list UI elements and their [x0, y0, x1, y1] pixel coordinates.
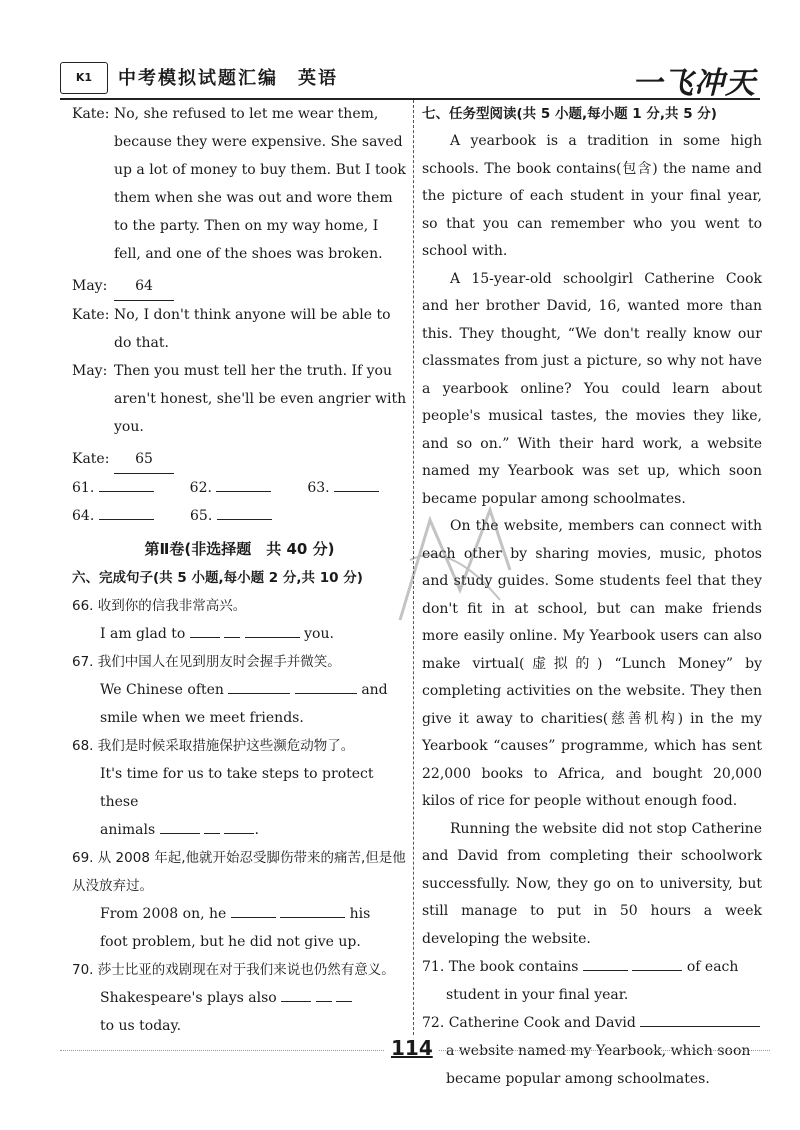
blank[interactable] [160, 833, 200, 834]
blank[interactable] [228, 693, 290, 694]
question-69-cn: 69. 从 2008 年起,他就开始忍受脚伤带来的痛苦,但是他从没放弃过。 [72, 850, 406, 894]
question-70-en: Shakespeare's plays also [72, 984, 407, 1012]
blank[interactable] [245, 637, 300, 638]
reading-paragraph: On the website, members can connect with each other by sharing movies, music, photos and study guides. Some students feel that they don't fit in at school, but can make friends more easily online. My Yearbook users can also make virtual(虚拟的) “Lunch Money” by completing activities on the website. They then give it away to charities(慈善机构) in the my Yearbook “causes” programme, which has sent 22,000 books to Africa, and bought 20,000 kilos of rice for people without enough food. [422, 518, 762, 809]
question-72-cont: a website named my Yearbook, which soon became popular among schoolmates. [446, 1043, 751, 1087]
answer-row [72, 502, 407, 530]
blank[interactable] [190, 637, 220, 638]
answer-blank[interactable] [217, 519, 272, 520]
question-69-en-cont: foot problem, but he did not give up. [100, 934, 361, 950]
blank[interactable] [295, 693, 357, 694]
blank[interactable] [583, 970, 628, 971]
question-71: 71. The book contains of each [422, 959, 739, 975]
speaker-label: Kate: [72, 451, 110, 467]
answer-blank[interactable] [334, 491, 379, 492]
speaker-label: May: [72, 363, 108, 379]
blank[interactable] [224, 833, 254, 834]
watermark-stamp [390, 500, 520, 640]
book-title: 中考模拟试题汇编 英语 [118, 68, 338, 89]
brand-logo: 一飞冲天 [632, 66, 756, 101]
blank[interactable] [632, 970, 682, 971]
page-number: 114 [385, 1036, 439, 1060]
dialogue-line [72, 445, 407, 474]
blank[interactable] [231, 917, 276, 918]
question-68-en-cont: animals . [100, 822, 259, 838]
answer-blank[interactable] [99, 519, 154, 520]
question-67-cn: 67. 我们中国人在见到朋友时会握手并微笑。 [72, 654, 341, 670]
question-70-cn: 70. 莎士比亚的戏剧现在对于我们来说也仍然有意义。 [72, 962, 395, 978]
answer-blank[interactable] [216, 491, 271, 492]
answer-slot: 62. [190, 474, 300, 502]
blank[interactable] [204, 833, 220, 834]
dialogue-text: Then you must tell her the truth. If you aren't honest, she'll be even angrier with you. [114, 363, 407, 435]
blank[interactable] [336, 1001, 352, 1002]
question-69-en: From 2008 on, he his [100, 906, 371, 922]
answer-slot: 61. [72, 474, 182, 502]
dialogue-line [72, 100, 407, 268]
answer-slot: 63. [307, 474, 407, 502]
answer-row [72, 474, 407, 502]
blank[interactable] [224, 637, 240, 638]
series-logo: K1 [60, 62, 108, 94]
question-67-en: We Chinese often and [100, 682, 388, 698]
question-68-cn: 68. 我们是时候采取措施保护这些濒危动物了。 [72, 738, 355, 754]
answer-slot: 65. [190, 502, 300, 530]
blank-65[interactable]: 65 [114, 445, 174, 474]
question-66-en: I am glad to you. [100, 626, 334, 642]
part-title: 第Ⅱ卷(非选择题 共 40 分) [144, 540, 335, 558]
question-67-en-cont: smile when we meet friends. [100, 710, 304, 726]
section-title: 七、任务型阅读(共 5 小题,每小题 1 分,共 5 分) [422, 106, 717, 122]
blank[interactable] [316, 1001, 332, 1002]
dialogue-line [72, 301, 407, 357]
reading-paragraph: A 15-year-old schoolgirl Catherine Cook and her brother David, 16, wanted more than this. They thought, “We don't really know our classmates from just a picture, so why not have a yearbook online? You could learn about people's musical tastes, the movies they like, and so on.” With their hard work, a website named my Yearbook was set up, which soon became popular among schoolmates. [422, 270, 762, 507]
blank-64[interactable]: 64 [114, 272, 174, 301]
dialogue-line [72, 272, 407, 301]
answer-blank[interactable] [99, 491, 154, 492]
blank[interactable] [640, 1026, 760, 1027]
answer-slot: 64. [72, 502, 182, 530]
dialogue-line [72, 357, 407, 441]
dialogue-text: No, she refused to let me wear them, because they were expensive. She saved up a lot of money to buy them. But I took them when she was out and wore them to the party. Then on my way home, I fell, and one of the shoes was broken. [114, 106, 406, 262]
speaker-label: May: [72, 278, 108, 294]
section-title: 六、完成句子(共 5 小题,每小题 2 分,共 10 分) [72, 570, 363, 586]
reading-paragraph: Running the website did not stop Catherine and David from completing their schoolwork successfully. Now, they go on to university, but still manage to put in 50 hours a week developing the website. [422, 820, 762, 947]
blank[interactable] [280, 917, 345, 918]
speaker-label: Kate: [72, 307, 110, 323]
page-header [60, 58, 760, 100]
question-72: 72. Catherine Cook and David [422, 1009, 762, 1037]
speaker-label: Kate: [72, 106, 110, 122]
blank[interactable] [281, 1001, 311, 1002]
left-column [72, 100, 407, 1040]
dialogue-text: No, I don't think anyone will be able to do that. [114, 307, 391, 351]
question-70-en-cont: to us today. [100, 1018, 182, 1034]
question-66-cn: 66. 收到你的信我非常高兴。 [72, 598, 247, 614]
reading-paragraph: A yearbook is a tradition in some high schools. The book contains(包含) the name and the picture of each student in your final year, so that you can remember who you went to school with. [422, 133, 762, 259]
question-71-cont: student in your final year. [446, 987, 629, 1003]
question-68-en: It's time for us to take steps to protect these [100, 766, 374, 810]
